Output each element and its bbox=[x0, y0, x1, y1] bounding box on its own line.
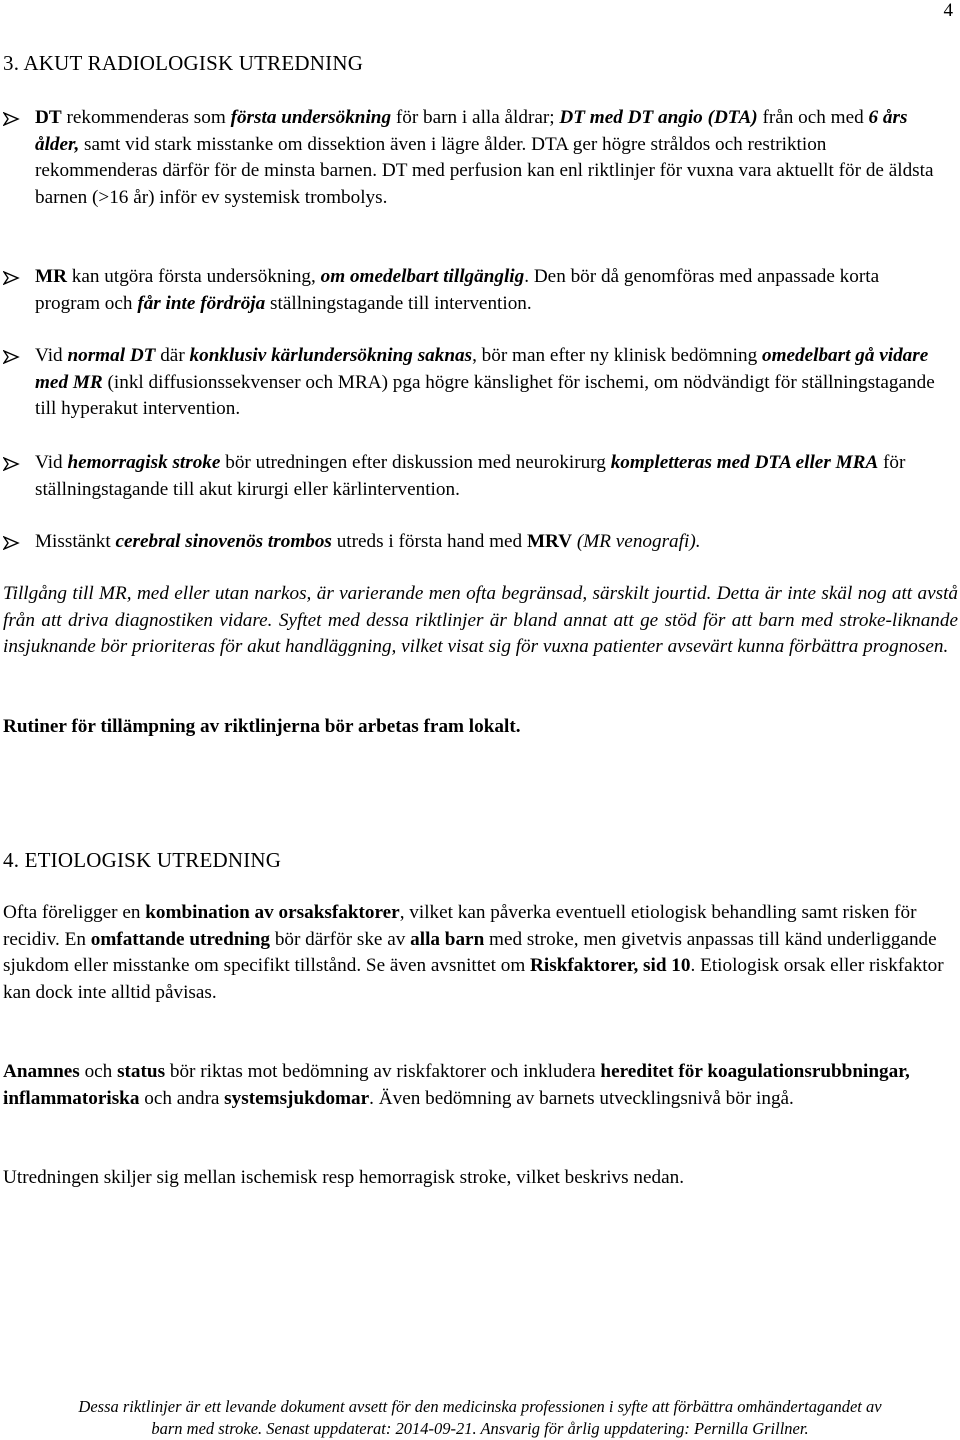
bullet-dt bbox=[3, 105, 945, 211]
section-4-heading: 4. ETIOLOGISK UTREDNING bbox=[3, 848, 282, 872]
arrow-bullet-icon bbox=[3, 264, 27, 290]
page-number: 4 bbox=[943, 0, 953, 21]
bullet-hemorragisk bbox=[3, 450, 945, 503]
page-footer bbox=[0, 1396, 960, 1440]
etiologi-paragraph-1: Ofta föreligger en kombination av orsaksfaktorer, vilket kan påverka eventuell etiologisk behandling samt risken för recidiv. En omfattande utredning bör därför ske av alla barn med stroke, men givetvis anpassas till känd underliggande sjukdom eller misstanke om specifikt tillstånd. Se även avsnittet om Riskfaktorer, sid 10. Etiologisk orsak eller riskfaktor kan dock inte alltid påvisas. bbox=[3, 902, 944, 1003]
etiologi-paragraph-3: Utredningen skiljer sig mellan ischemisk resp hemorragisk stroke, vilket beskrivs nedan. bbox=[3, 1167, 685, 1188]
section-3-heading: 3. AKUT RADIOLOGISK UTREDNING bbox=[3, 51, 364, 75]
rutiner-paragraph: Rutiner för tillämpning av riktlinjerna bör arbetas fram lokalt. bbox=[3, 716, 521, 737]
etiologi-paragraph-2: Anamnes och status bör riktas mot bedömning av riskfaktorer och inkludera hereditet för koagulationsrubbningar, inflammatoriska och andra systemsjukdomar. Även bedömning av barnets utvecklingsnivå bör ingå. bbox=[3, 1061, 910, 1109]
bullet-mr-text: MR kan utgöra första undersökning, om omedelbart tillgänglig. Den bör då genomföras med anpassade korta program och får inte fördröja ställningstagande till intervention. bbox=[35, 266, 880, 314]
arrow-bullet-icon bbox=[3, 343, 27, 369]
footer-line-1: Dessa riktlinjer är ett levande dokument avsett för den medicinska professionen i syfte att förbättra omhändertagandet av bbox=[78, 1397, 882, 1416]
mr-availability-paragraph: Tillgång till MR, med eller utan narkos, är varierande men ofta begränsad, särskilt jourtid. Detta är inte skäl nog att avstå från att driva diagnostiken vidare. Syftet med dessa riktlinjer är bland annat att ge stöd för att barn med stroke-liknande insjuknande bör prioriteras för akut handläggning, vilket visat sig för vuxna patienter avsevärt kunna förbättra prognosen. bbox=[3, 583, 958, 657]
arrow-bullet-icon bbox=[3, 450, 27, 476]
footer-line-2: barn med stroke. Senast uppdaterat: 2014-09-21. Ansvarig för årlig uppdatering: Pernilla Grillner. bbox=[151, 1419, 809, 1438]
bullet-sinovenos-text: Misstänkt cerebral sinovenös trombos utreds i första hand med MRV (MR venografi). bbox=[35, 531, 701, 552]
bullet-mr bbox=[3, 264, 945, 317]
bullet-normal-dt-text: Vid normal DT där konklusiv kärlundersökning saknas, bör man efter ny klinisk bedömning omedelbart gå vidare med MR (inkl diffusionssekvenser och MRA) pga högre känslighet för ischemi, om nödvändigt för ställningstagande till hyperakut intervention. bbox=[35, 345, 935, 419]
bullet-normal-dt bbox=[3, 343, 945, 423]
bullet-sinovenos bbox=[3, 529, 945, 556]
bullet-dt-text: DT rekommenderas som första undersökning för barn i alla åldrar; DT med DT angio (DTA) från och med 6 års ålder, samt vid stark misstanke om dissektion även i lägre ålder. DTA ger högre stråldos och restriktion rekommenderas därför för de minsta barnen. DT med perfusion kan enl riktlinjer för vuxna vara aktuellt för de äldsta barnen (>16 år) inför ev systemisk trombolys. bbox=[35, 107, 934, 208]
bullet-hemorragisk-text: Vid hemorragisk stroke bör utredningen efter diskussion med neurokirurg kompletteras med DTA eller MRA för ställningstagande till akut kirurgi eller kärlintervention. bbox=[35, 452, 906, 500]
arrow-bullet-icon bbox=[3, 105, 27, 131]
arrow-bullet-icon bbox=[3, 529, 27, 555]
